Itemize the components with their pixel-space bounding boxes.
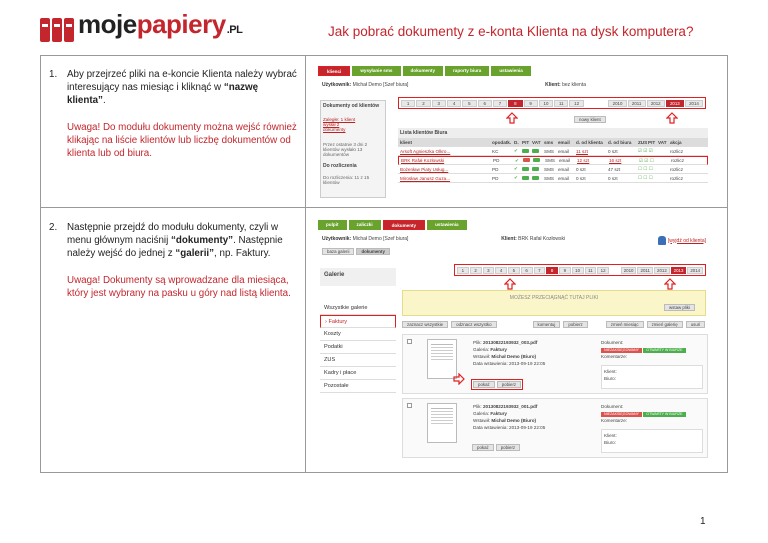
download-all-button[interactable]: pobierz [563,321,587,328]
docs-from-client-link[interactable]: 0 szt [576,166,586,172]
user-avatar-icon [658,236,666,245]
nav-zaliczki[interactable]: zaliczki [349,220,381,230]
sidebar-title: Dokumenty od klientów [323,103,380,109]
col-d-biura: d. od biura [608,139,632,145]
logo-moje: moje [78,9,137,39]
month-2[interactable]: 2 [416,100,430,107]
step-2-text-a: Następnie przejdź do modułu dokumenty, czyli w menu głównym naciśnij [67,222,279,246]
month-1[interactable]: 1 [457,267,469,274]
comment-office: Biuro: [604,440,617,445]
month-10[interactable]: 10 [539,100,553,107]
client-label: Klient: [545,82,561,88]
month-9[interactable]: 9 [559,267,571,274]
gallery-value: Faktury [490,411,507,416]
month-12[interactable]: 12 [569,100,583,107]
year-2010[interactable]: 2010 [621,267,637,274]
email-button[interactable]: email [558,175,569,181]
client-name-link[interactable]: Mirosław Janusz Guza... [400,175,451,181]
user-bar [318,230,710,245]
file-checkbox[interactable] [407,339,412,344]
col-pit2: PIT [648,139,656,145]
col-d-klienta: d. od klienta [576,139,603,145]
month-11[interactable]: 11 [585,267,597,274]
change-month-button[interactable]: zmień miesiąc [606,321,644,328]
status-bad-icon [523,158,530,162]
checkbox-icons[interactable]: ☑ ☑ ☐ [639,157,654,163]
status-ok-icon [522,176,529,180]
month-8[interactable]: 8 [508,100,522,107]
screenshot-documents [318,220,710,472]
cell-tax: PD [492,175,499,181]
file-label: Plik: [473,404,482,409]
step-1-text [49,68,299,160]
col-zus: ZUS [638,139,648,145]
user-value: Michał Demo [352,82,382,88]
email-button[interactable]: email [559,158,570,163]
nav-klienci[interactable]: klienci [318,66,350,76]
gallery-podatki[interactable]: Podatki [320,341,396,354]
step-2-warn-label: Uwaga! [67,275,101,286]
dropzone-text: MOŻESZ PRZECIĄGNĄĆ TUTAJ PLIKI [509,295,599,301]
col-pit: PIT [522,139,530,145]
month-7[interactable]: 7 [493,100,507,107]
comments-box [601,365,703,389]
month-5[interactable]: 5 [462,100,476,107]
nav-pulpit[interactable]: pulpit [318,220,347,230]
arrow-up-icon [506,112,518,124]
table-row [398,156,708,165]
main-nav [318,220,710,230]
col-email: email [558,139,570,145]
check-icon: ✔ [515,157,519,163]
gallery-all[interactable]: Wszystkie galerie [320,302,396,315]
step-1-number: 1. [49,69,58,80]
exit-client-link[interactable]: [wyjdź od klienta] [667,237,706,244]
step-2-text [49,221,299,300]
doc-tabs [318,245,710,258]
year-2011[interactable]: 2011 [637,267,653,274]
status-ok-icon [522,167,529,171]
user-bar [318,76,710,88]
client-name-link[interactable]: Bożenław Piaty Usług... [400,166,449,172]
sms-button[interactable]: SMS [544,175,554,181]
status-tag-red: NIEZAKSIĘGOWANY [601,412,642,417]
month-3[interactable]: 3 [432,100,446,107]
logo-pl: .PL [226,24,243,36]
docs-from-office[interactable]: 47 szt [608,166,621,172]
cell-tax: PD [492,166,499,172]
month-12[interactable]: 12 [597,267,609,274]
download-button[interactable]: pobierz [497,381,521,388]
upload-button[interactable]: wstaw pliki [664,304,695,311]
year-2013[interactable]: 2013 [671,267,687,274]
arrow-right-icon [453,373,465,385]
screenshot-client-list [318,66,710,200]
settle-button[interactable]: rozlicz [671,158,685,163]
nav-ustawienia[interactable]: ustawienia [427,220,467,230]
client-list-title: Lista klientów Biura [398,128,708,138]
col-d: D. [514,139,519,145]
year-2012[interactable]: 2012 [654,267,670,274]
status-ok-icon [532,176,539,180]
month-1[interactable]: 1 [401,100,415,107]
nav-dokumenty[interactable]: dokumenty [403,66,444,76]
gallery-faktury[interactable] [320,315,396,328]
file-name: 20130822193932_003.pdf [482,340,538,345]
arrow-up-icon [666,112,678,124]
step-2-number: 2. [49,222,58,233]
table-row [398,147,708,156]
dropzone[interactable] [402,290,706,316]
client-docs-sidebar [320,100,386,198]
client-value: BRK Rafał Kozłowski [518,236,566,242]
year-2013[interactable]: 2013 [666,100,684,107]
settle-button[interactable]: rozlicz [670,175,684,181]
main-nav [318,66,710,76]
gallery-zus[interactable]: ZUS [320,354,396,367]
gallery-kadry[interactable]: Kadry i płace [320,367,396,380]
client-name-link[interactable]: BRK Rafał Kozłowski [401,158,445,163]
user-value: Michał Demo [352,236,382,242]
sidebar-pending-link[interactable]: Zaległe: 1 klient wysłał 2 dokumenty [323,117,356,132]
step-1-warn-text: Do modułu dokumenty można wejść również klikając na liście klientów lub liczbę dokumentów od klienta lub od biura. [67,122,297,159]
tab-dokumenty[interactable]: dokumenty [356,248,389,255]
step-2-warn-text: Dokumenty są wprowadzane dla miesiąca, który jest wybrany na pasku u góry nad listą klienta. [67,275,291,299]
date-label: Data wstawienia: [473,425,508,430]
month-4[interactable]: 4 [495,267,507,274]
step-1-text-a: Aby przejrzeć pliki na e-koncie Klienta należy wybrać interesujący nas miesiąc i kliknąć w [67,69,297,93]
gallery-sidebar [320,268,396,393]
download-button[interactable]: pobierz [496,444,520,451]
pdf-thumbnail[interactable] [427,403,457,443]
month-year-bar [398,97,706,109]
gallery-title: Galerie [320,268,396,286]
file-name: 20130822193932_001.pdf [482,404,538,409]
show-button[interactable]: pokaż [472,444,494,451]
date-value: 2013-09-19 22:05 [509,425,546,430]
doc-label: Dokument: [601,404,624,409]
user-role: [Szef biura] [383,236,409,242]
gallery-faktury-label: Faktury [328,319,348,325]
month-2[interactable]: 2 [470,267,482,274]
checkbox-icons[interactable]: ☐ ☐ ☐ [638,166,653,171]
checkbox-icons[interactable]: ☑ ☑ ☑ [638,148,653,153]
month-3[interactable]: 3 [483,267,495,274]
added-value: Michał Demo (Biuro) [491,418,537,423]
gallery-value: Faktury [490,347,507,352]
comment-button[interactable]: komentuj [533,321,561,328]
step-2-text-e: , np. Faktury. [214,248,271,259]
sidebar-recent: Przez ostatnie 3 dni 2 klientów wysłało 13 dokumentów [323,142,368,157]
col-opodatk: opodatk. [492,139,512,145]
new-client-button[interactable]: nowy klient [574,116,606,123]
deselect-all-button[interactable]: odznacz wszystko [451,321,496,328]
date-value: 2013-09-19 22:05 [509,361,546,366]
status-ok-icon [532,149,539,153]
year-2014[interactable]: 2014 [687,267,703,274]
file-actions [471,379,523,390]
status-tag-green: OTWARTY W BIURZE [643,348,685,353]
nav-ustawienia[interactable]: ustawienia [491,66,531,76]
added-label: Wstawił: [473,418,491,423]
client-list [398,128,708,183]
month-year-bar [454,264,706,276]
col-vat: VAT [532,139,541,145]
month-10[interactable]: 10 [572,267,584,274]
status-ok-icon [532,167,539,171]
comment-client: Klient: [604,433,617,438]
tab-baza-galerii[interactable]: baza galerii [322,248,354,255]
gallery-pozostale[interactable]: Pozostałe [320,380,396,393]
year-2011[interactable]: 2011 [628,100,646,107]
month-5[interactable]: 5 [508,267,520,274]
added-value: Michał Demo (Biuro) [491,354,537,359]
user-label: Użytkownik: [322,82,352,88]
email-button[interactable]: email [558,148,569,154]
col-klient: klient [400,139,412,145]
comment-client: Klient: [604,369,617,374]
mojepapiery-logo [40,9,243,42]
added-label: Wstawił: [473,354,491,359]
settle-button[interactable]: rozlicz [670,166,684,172]
doc-label: Dokument: [601,340,624,345]
sms-button[interactable]: SMS [544,148,554,154]
change-gallery-button[interactable]: zmień galerię [647,321,683,328]
file-meta [473,403,545,431]
status-ok-icon [533,158,540,162]
comments-box [601,429,703,453]
cell-tax: PD [493,158,500,163]
docs-from-office[interactable]: 0 szt [608,148,618,154]
settle-button[interactable]: rozlicz [670,148,684,154]
comments-label: Komentarze: [601,418,628,423]
select-all-button[interactable]: zaznacz wszystkie [402,321,448,328]
logo-papiery: papiery [136,9,226,39]
page-number: 1 [700,516,706,527]
sms-button[interactable]: SMS [545,158,555,163]
gallery-label: Galeria: [473,411,490,416]
doc-toolbar [402,321,708,328]
books-icon [40,18,74,42]
status-tag-green: OTWARTY W BIURZE [643,412,685,417]
cell-tax: KC [492,148,499,154]
col-vat2: VAT [658,139,667,145]
docs-from-office[interactable]: 16 szt [609,158,622,163]
file-card [402,334,708,394]
nav-sms[interactable]: wysyłanie sms [352,66,400,76]
nav-dokumenty[interactable]: dokumenty [383,220,426,230]
month-9[interactable]: 9 [524,100,538,107]
check-icon: ✔ [514,166,518,171]
docs-from-client-link[interactable]: 12 szt [577,158,590,163]
step-2-bold-2: “galerii” [175,248,215,259]
month-6[interactable]: 6 [521,267,533,274]
file-label: Plik: [473,340,482,345]
table-row [398,165,708,174]
file-meta [473,339,545,367]
col-sms: sms [544,139,554,145]
file-card [402,398,708,458]
month-11[interactable]: 11 [554,100,568,107]
table-row [398,174,708,183]
sidebar-settle-title: Do rozliczenia [323,163,357,169]
checkbox-icons[interactable]: ☐ ☐ ☐ [638,175,653,180]
step-1-text-c: . [102,95,106,106]
show-button[interactable]: pokaż [473,381,495,388]
table-header [398,138,708,147]
sms-button[interactable]: SMS [544,166,554,172]
col-akcja: akcja [670,139,682,145]
gallery-list [320,302,396,393]
comments-label: Komentarze: [601,354,628,359]
client-name-link[interactable]: Arsoft Agnieszka Olkro... [400,148,451,154]
status-tag-red: NIEZAKSIĘGOWANY [601,348,642,353]
email-button[interactable]: email [558,166,569,172]
arrow-up-icon [664,278,676,290]
year-2014[interactable]: 2014 [685,100,703,107]
docs-from-client-link[interactable]: 11 szt [576,148,588,154]
step-1-bold: “nazwę klienta” [67,82,259,106]
year-2012[interactable]: 2012 [647,100,665,107]
client-label: Klient: [501,236,517,242]
step-1-warn-label: Uwaga! [67,122,101,133]
step-2-bold-1: “dokumenty” [171,235,234,246]
nav-raporty[interactable]: raporty biura [445,66,489,76]
check-icon: ✔ [514,148,518,153]
comment-office: Biuro: [604,376,617,381]
gallery-koszty[interactable]: Koszty [320,328,396,341]
year-2010[interactable]: 2010 [608,100,626,107]
month-8[interactable]: 8 [546,267,558,274]
docs-from-office[interactable]: 0 szt [608,175,618,181]
arrow-up-icon [504,278,516,290]
file-actions [471,443,521,452]
sidebar-settle-text: Do rozliczenia: 11 z 15 klientów [323,175,370,185]
delete-button[interactable]: usuń [686,321,706,328]
file-checkbox[interactable] [407,403,412,408]
date-label: Data wstawienia: [473,361,508,366]
doc-status [601,339,686,360]
check-icon: ✔ [514,175,518,180]
month-6[interactable]: 6 [478,100,492,107]
month-7[interactable]: 7 [534,267,546,274]
month-4[interactable]: 4 [447,100,461,107]
user-role: [Szef biura] [383,82,409,88]
client-value: bez klienta [562,82,586,88]
step-2-text-c: . Następnie należy wejść do jednej z [67,235,283,259]
doc-status [601,403,686,424]
status-ok-icon [522,149,529,153]
gallery-label: Galeria: [473,347,490,352]
docs-from-client-link[interactable]: 0 szt [576,175,586,181]
user-label: Użytkownik: [322,236,352,242]
document-title: Jak pobrać dokumenty z e-konta Klienta na dysk komputera? [328,24,694,39]
chevron-right-icon: › [325,319,327,325]
